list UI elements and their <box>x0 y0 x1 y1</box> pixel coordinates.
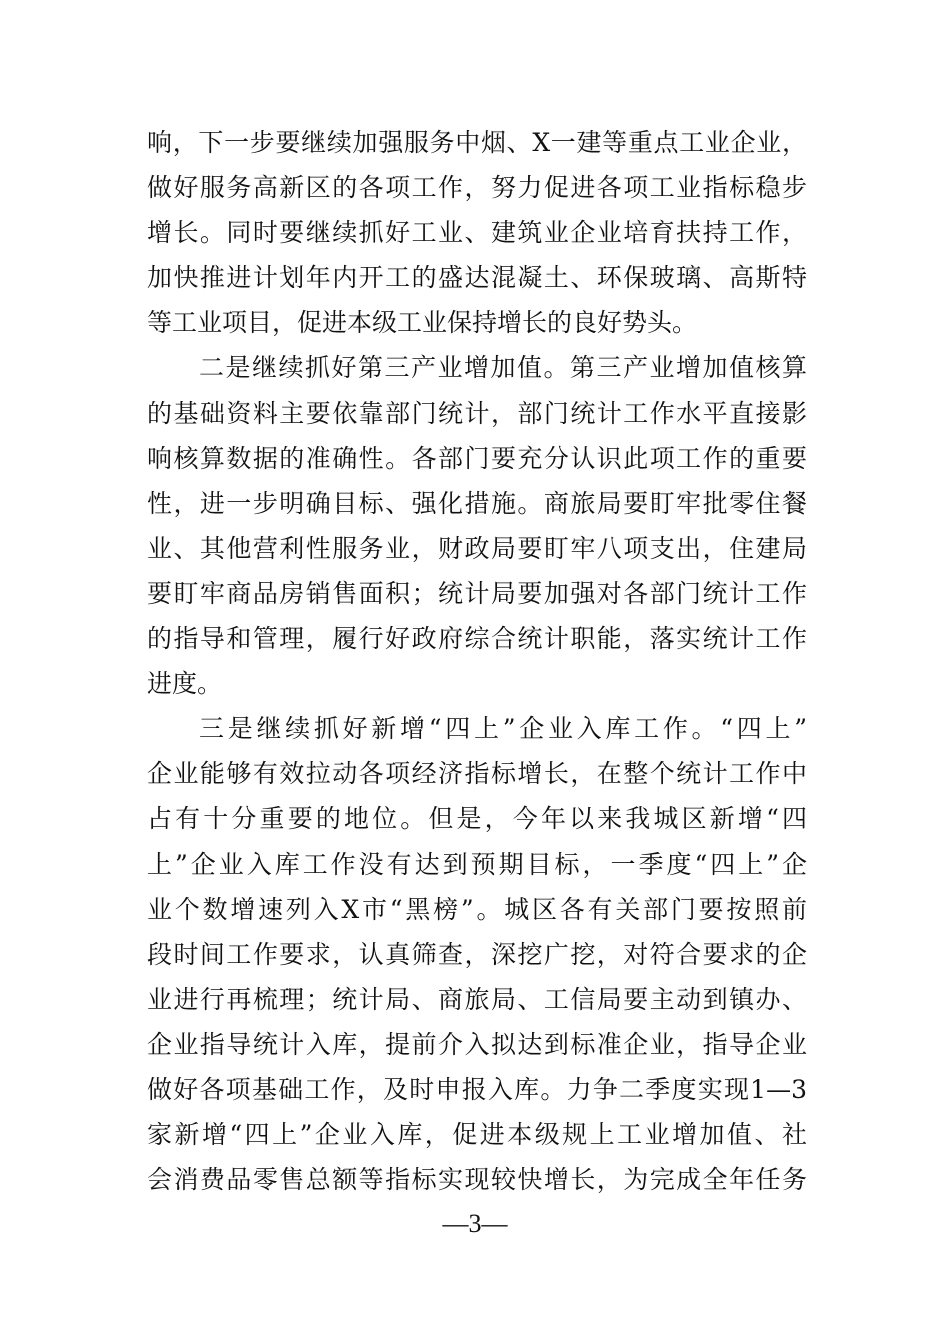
text-line: 响，下一步要继续加强服务中烟、X一建等重点工业企业， <box>147 128 807 157</box>
text-line: 进度。 <box>147 669 223 699</box>
page-number: —3— <box>442 1209 508 1238</box>
body-text <box>147 120 807 1202</box>
text-line: 加快推进计划年内开工的盛达混凝土、环保玻璃、高斯特 <box>147 263 807 293</box>
text-line: 家新增“四上”企业入库，促进本级规上工业增加值、社 <box>147 1120 807 1150</box>
text-line: 做好各项基础工作，及时申报入库。力争二季度实现1—3 <box>147 1074 807 1104</box>
text-line: 性，进一步明确目标、强化措施。商旅局要盯牢批零住餐 <box>147 488 807 518</box>
text-line: 业进行再梳理；统计局、商旅局、工信局要主动到镇办、 <box>147 984 807 1014</box>
text-line: 企业指导统计入库，提前介入拟达到标准企业，指导企业 <box>147 1029 807 1059</box>
text-line: 的指导和管理，履行好政府综合统计职能，落实统计工作 <box>147 624 807 654</box>
text-line: 业个数增速列入X市“黑榜”。城区各有关部门要按照前 <box>147 894 807 924</box>
text-line: 等工业项目，促进本级工业保持增长的良好势头。 <box>147 308 698 338</box>
text-line: 做好服务高新区的各项工作，努力促进各项工业指标稳步 <box>147 173 807 203</box>
text-line: 上”企业入库工作没有达到预期目标，一季度“四上”企 <box>147 849 807 879</box>
text-line: 占有十分重要的地位。但是，今年以来我城区新增“四 <box>147 804 807 834</box>
text-line: 业、其他营利性服务业，财政局要盯牢八项支出，住建局 <box>147 533 807 563</box>
paragraph-start-line: 三是继续抓好新增“四上”企业入库工作。“四上” <box>199 714 807 744</box>
text-line: 的基础资料主要依靠部门统计，部门统计工作水平直接影 <box>147 398 807 428</box>
text-line: 要盯牢商品房销售面积；统计局要加强对各部门统计工作 <box>147 578 807 608</box>
text-line: 会消费品零售总额等指标实现较快增长，为完成全年任务 <box>147 1165 807 1195</box>
text-line: 响核算数据的准确性。各部门要充分认识此项工作的重要 <box>147 443 807 473</box>
text-line: 增长。同时要继续抓好工业、建筑业企业培育扶持工作， <box>147 218 807 248</box>
paragraph-start-line: 二是继续抓好第三产业增加值。第三产业增加值核算 <box>199 353 807 383</box>
text-line: 段时间工作要求，认真筛查，深挖广挖，对符合要求的企 <box>147 939 807 969</box>
text-line: 企业能够有效拉动各项经济指标增长，在整个统计工作中 <box>147 759 807 789</box>
